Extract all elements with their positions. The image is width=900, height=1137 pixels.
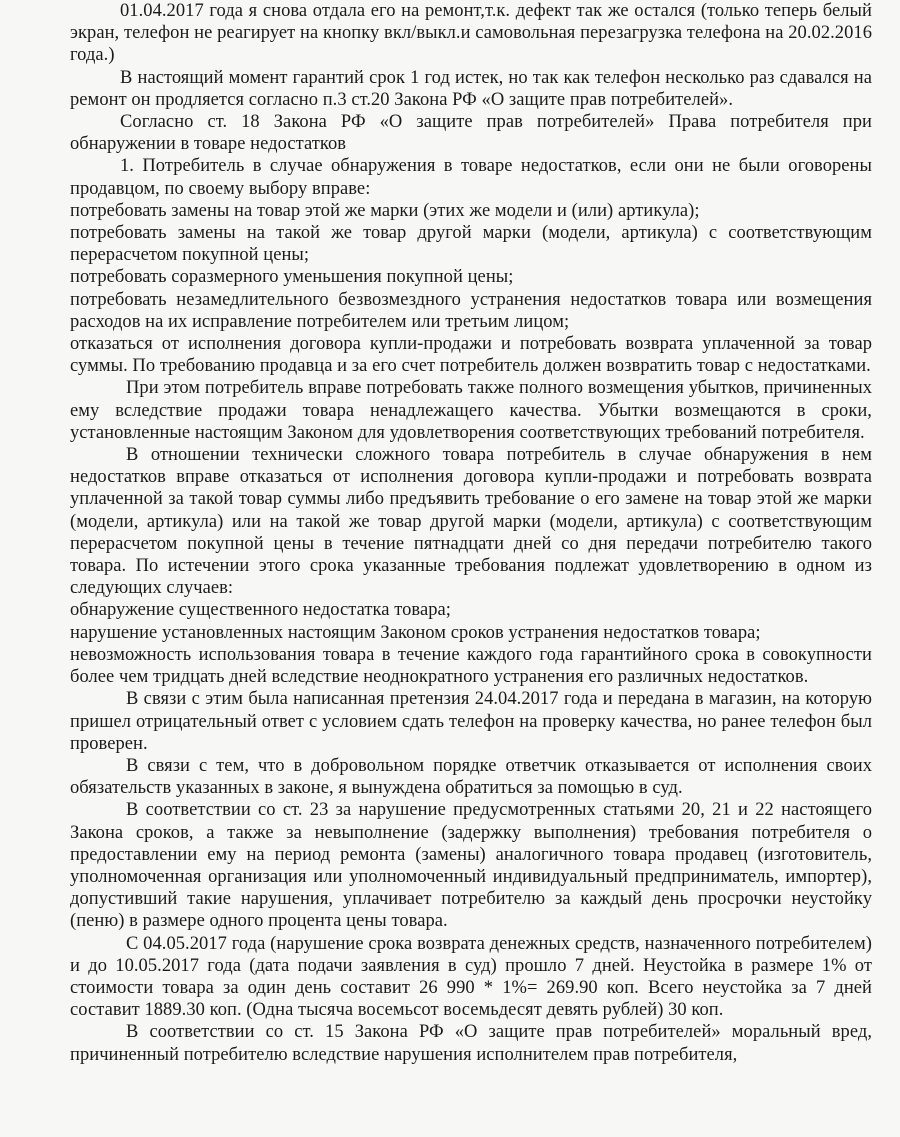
paragraph-article-23: В соответствии со ст. 23 за нарушение предусмотренных статьями 20, 21 и 22 настоящего Закона сроков, а также за невыполнение (задержку выполнения) требования потребителя о предоставлении ему на период ремонта (замены) аналогичного товара продавец (изготовитель, уполномоченная организация или уполномоченный индивидуальный предприниматель, импортер), допустивший такие нарушения, уплачивает потребителю за каждый день просрочки неустойку (пеню) в размере одного процента цены товара.	[70, 800, 872, 932]
paragraph-article-18: Согласно ст. 18 Закона РФ «О защите прав потребителей» Права потребителя при обнаружении в товаре недостатков	[70, 112, 872, 155]
list-item-replace-same-brand: потребовать замены на товар этой же марки (этих же модели и (или) артикула);	[70, 200, 700, 221]
paragraph-repair-date: 01.04.2017 года я снова отдала его на ремонт,т.к. дефект так же остался (только теперь белый экран, телефон не реагирует на кнопку вкл/выкл.и самовольная перезагрузка телефона на 20.02.2016 года.)	[70, 1, 872, 66]
paragraph-court: В связи с тем, что в добровольном порядке ответчик отказывается от исполнения своих обязательств указанных в законе, я вынуждена обратиться за помощью в суд.	[70, 755, 872, 799]
paragraph-complex-goods: В отношении технически сложного товара потребитель в случае обнаружения в нем недостатков вправе отказаться от исполнения договора купли-продажи и потребовать возврата уплаченной за такой товар суммы либо предъявить требование о его замене на товар этой же марки (модели, артикула) или на такой же товар другой марки (модели, артикула) с соответствующим перерасчетом покупной цены в течение пятнадцати дней со дня передачи потребителю такого товара. По истечении этого срока указанные требования подлежат удовлетворению в одном из следующих случаев:	[70, 445, 872, 599]
document-body	[70, 0, 872, 1066]
list-item-unusable-period: невозможность использования товара в течение каждого года гарантийного срока в совокупности более чем тридцать дней вследствие неоднократного устранения его различных недостатков.	[70, 644, 872, 688]
paragraph-moral-damage: В соответствии со ст. 15 Закона РФ «О защите прав потребителей» моральный вред, причиненный потребителю вследствие нарушения исполнителем прав потребителя,	[70, 1022, 872, 1065]
paragraph-damages: При этом потребитель вправе потребовать также полного возмещения убытков, причиненных ему вследствие продажи товара ненадлежащего качества. Убытки возмещаются в сроки, установленные настоящим Законом для удовлетворения соответствующих требований потребителя.	[70, 378, 872, 443]
paragraph-consumer-rights: 1. Потребитель в случае обнаружения в товаре недостатков, если они не были оговорены продавцом, по своему выбору вправе:	[70, 156, 872, 199]
list-item-deadline-violation: нарушение установленных настоящим Законом сроков устранения недостатков товара;	[70, 622, 761, 643]
paragraph-penalty-calc: С 04.05.2017 года (нарушение срока возврата денежных средств, назначенного потребителем) и до 10.05.2017 года (дата подачи заявления в суд) прошло 7 дней. Неустойка в размере 1% от стоимости товара за один день составит 26 990 * 1%= 269.90 коп. Всего неустойка за 7 дней составит 1889.30 коп. (Одна тысяча восемьсот восемьдесят девять рублей) 30 коп.	[70, 933, 872, 1021]
list-item-free-repair: потребовать незамедлительного безвозмездного устранения недостатков товара или возмещения расходов на их исправление потребителем или третьим лицом;	[70, 289, 872, 332]
list-item-replace-other-brand: потребовать замены на такой же товар другой марки (модели, артикула) с соответствующим перерасчетом покупной цены;	[70, 223, 872, 266]
list-item-essential-defect: обнаружение существенного недостатка товара;	[70, 600, 451, 621]
list-item-price-reduction: потребовать соразмерного уменьшения покупной цены;	[70, 267, 514, 288]
list-item-contract-refusal: отказаться от исполнения договора купли-продажи и потребовать возврата уплаченной за товар суммы. По требованию продавца и за его счет потребитель должен возвратить товар с недостатками.	[70, 334, 872, 377]
paragraph-warranty: В настоящий момент гарантий срок 1 год истек, но так как телефон несколько раз сдавался на ремонт он продляется согласно п.3 ст.20 Закона РФ «О защите прав потребителей».	[70, 67, 872, 110]
paragraph-claim: В связи с этим была написанная претензия 24.04.2017 года и передана в магазин, на которую пришел отрицательный ответ с условием сдать телефон на проверку качества, но ранее телефон был проверен.	[70, 689, 872, 754]
